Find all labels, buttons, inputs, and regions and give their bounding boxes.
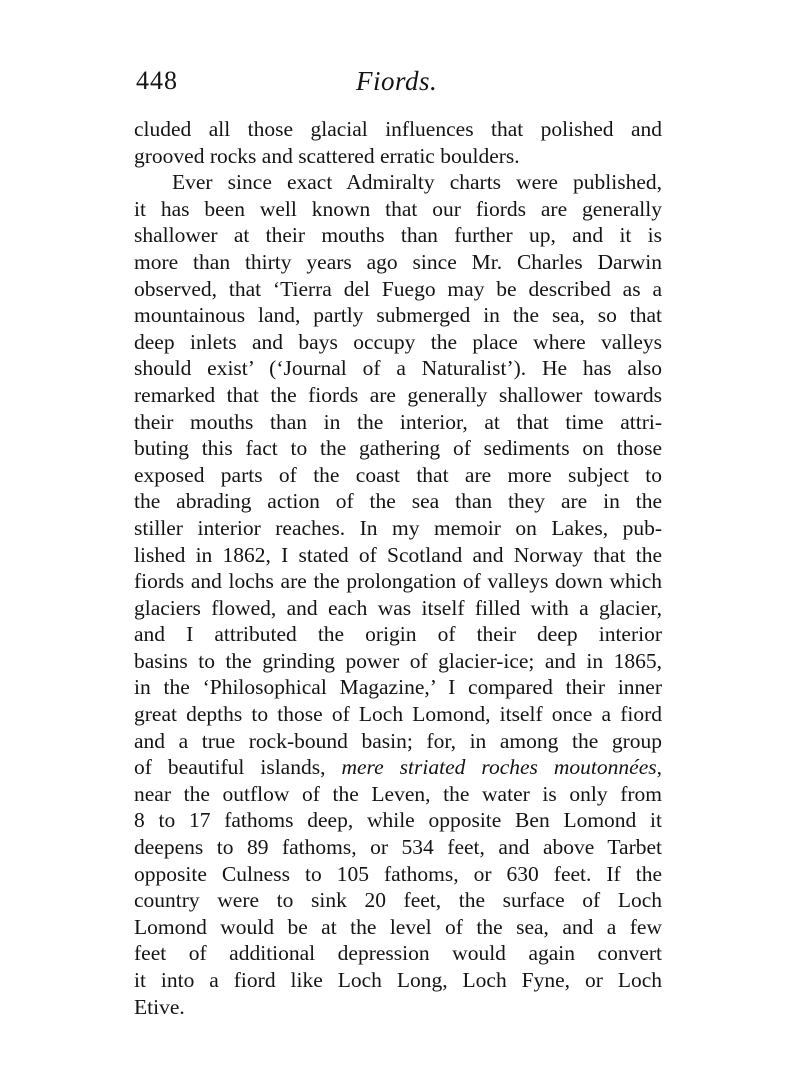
running-head <box>136 66 660 106</box>
text-line: deep inlets and bays occupy the place where valleys <box>134 329 662 354</box>
text-line: in the ‘Philosophical Magazine,’ I compared their inner <box>134 675 662 700</box>
text-line: fiords and lochs are the prolongation of valleys down which <box>134 569 662 594</box>
text-line: opposite Culness to 105 fathoms, or 630 feet. If the <box>134 861 662 886</box>
text-line: grooved rocks and scattered erratic boulders. <box>134 143 520 168</box>
text-line: it has been well known that our fiords are generally <box>134 196 662 221</box>
text-line: should exist’ (‘Journal of a Naturalist’). He has also <box>134 356 662 381</box>
text-line: more than thirty years ago since Mr. Charles Darwin <box>134 249 662 274</box>
text-line: Ever since exact Admiralty charts were published, <box>172 170 662 195</box>
body-text <box>134 116 662 1020</box>
text-line: stiller interior reaches. In my memoir on Lakes, pub- <box>134 515 662 540</box>
text-line: remarked that the fiords are generally shallower towards <box>134 382 662 407</box>
text-line: 8 to 17 fathoms deep, while opposite Ben Lomond it <box>134 808 662 833</box>
text-line: shallower at their mouths than further up, and it is <box>134 223 662 248</box>
text-line <box>134 754 662 781</box>
italic-phrase: mere striated roches moutonnées <box>341 755 657 780</box>
text-line: Lomond would be at the level of the sea, and a few <box>134 914 662 939</box>
text-line: deepens to 89 fathoms, or 534 feet, and above Tarbet <box>134 835 662 860</box>
text-line: Etive. <box>134 994 185 1019</box>
text-line: it into a fiord like Loch Long, Loch Fyne, or Loch <box>134 968 662 992</box>
text-line: and a true rock-bound basin; for, in among the group <box>134 728 662 753</box>
text-line: the abrading action of the sea than they are in the <box>134 489 662 514</box>
text-line: feet of additional depression would again convert <box>134 941 662 966</box>
text-line-part: , <box>656 755 662 780</box>
text-line: country were to sink 20 feet, the surface of Loch <box>134 888 662 913</box>
text-line: observed, that ‘Tierra del Fuego may be described as a <box>134 276 662 301</box>
text-line: and I attributed the origin of their deep interior <box>134 622 662 647</box>
text-line: exposed parts of the coast that are more subject to <box>134 462 662 487</box>
text-line: glaciers flowed, and each was itself filled with a glacier, <box>134 595 662 620</box>
text-line: cluded all those glacial influences that polished and <box>134 117 662 141</box>
page-number: 448 <box>136 66 178 95</box>
text-line: their mouths than in the interior, at that time attri- <box>134 409 662 434</box>
page-header-title: Fiords. <box>356 66 438 96</box>
text-line: basins to the grinding power of glacier-ice; and in 1865, <box>134 648 662 673</box>
text-line: mountainous land, partly submerged in the sea, so that <box>134 303 662 328</box>
text-line: lished in 1862, I stated of Scotland and Norway that the <box>134 542 662 567</box>
text-line-part: of beautiful islands, <box>134 755 342 780</box>
text-line: buting this fact to the gathering of sediments on those <box>134 436 662 461</box>
text-line: near the outflow of the Leven, the water is only from <box>134 781 662 806</box>
text-line: great depths to those of Loch Lomond, itself once a fiord <box>134 702 662 727</box>
